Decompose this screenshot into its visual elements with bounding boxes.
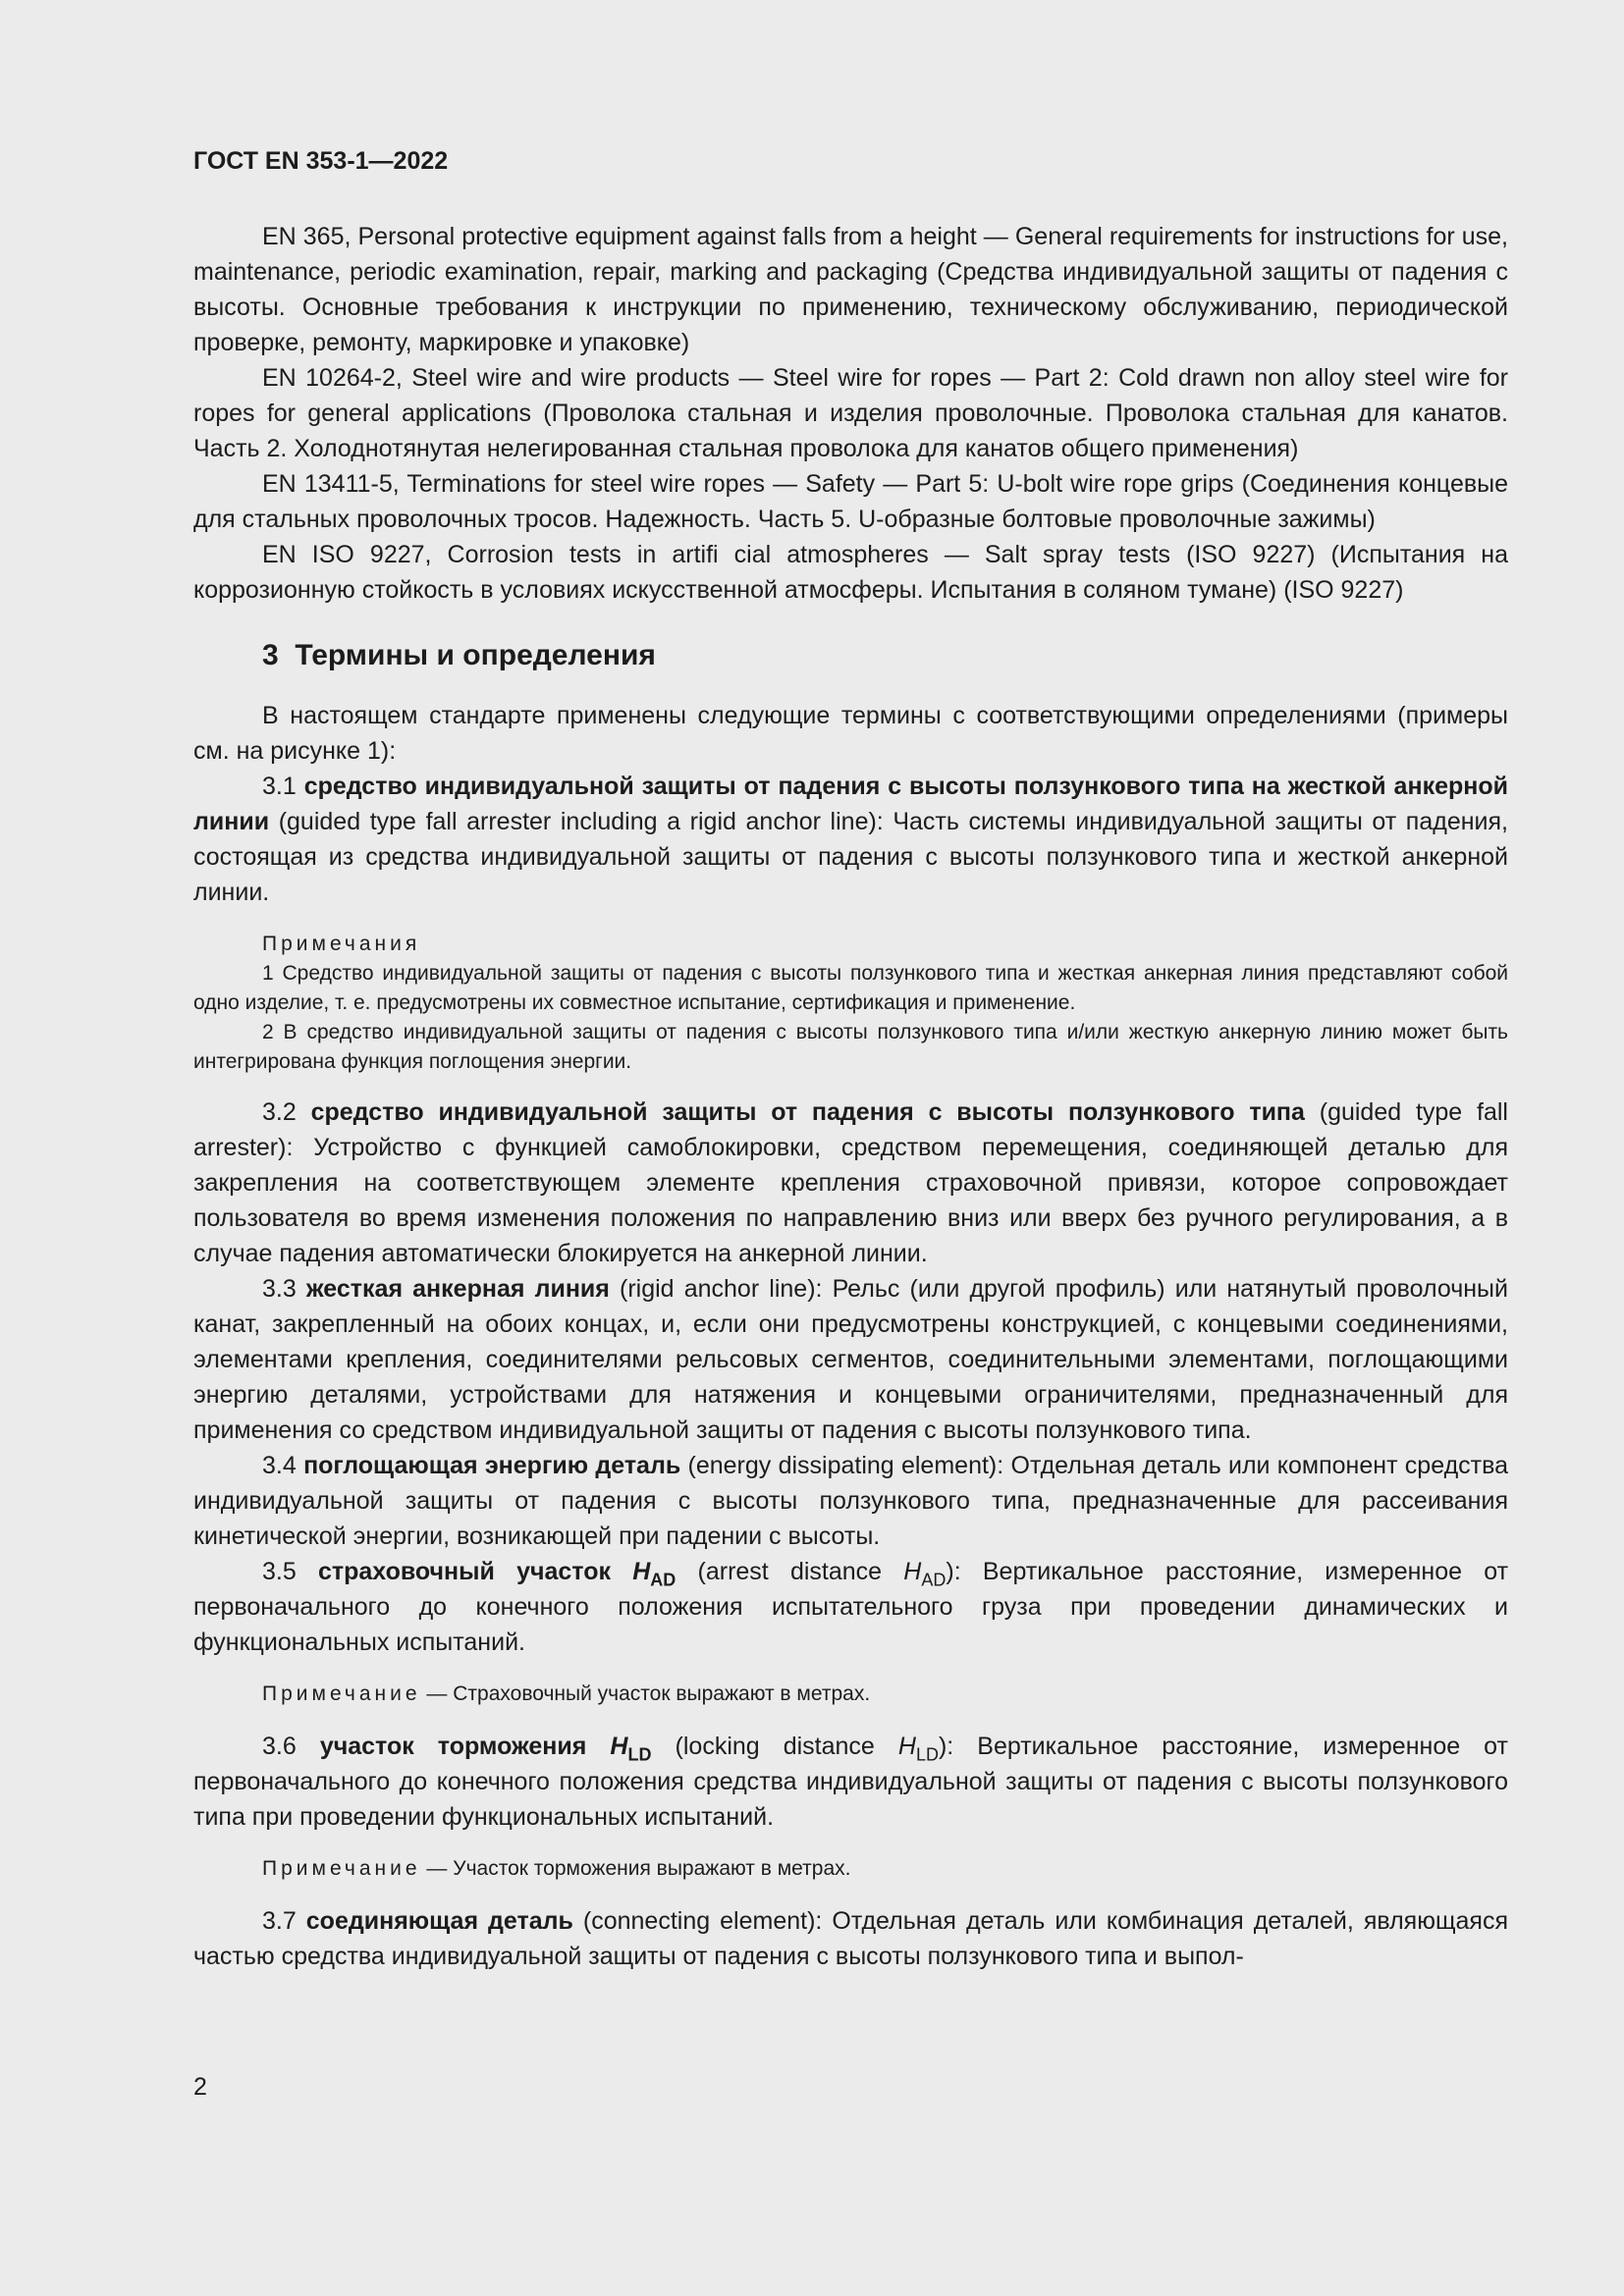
reference-en10264-2: EN 10264-2, Steel wire and wire products — Steel wire for ropes — Part 2: Cold drawn non alloy steel wire for ropes for general applications (Проволока стальная и изделия проволочные. Проволока стальная для канатов. Часть 2. Холоднотянутая нелегированная стальная проволока для канатов общего применения) <box>193 364 1508 462</box>
term-english: (energy dissipating element): <box>687 1452 1004 1479</box>
term-definition: Вертикальное расстояние, измеренное от первоначального до конечного положения средства индивидуальной защиты от падения с высоты ползункового типа при проведении функциональных испытаний. <box>193 1733 1508 1831</box>
standard-header: ГОСТ EN 353-1—2022 <box>193 147 449 175</box>
reference-en13411-5: EN 13411-5, Terminations for steel wire ropes — Safety — Part 5: U-bolt wire rope grips (Соединения концевые для стальных проволочных тросов. Надежность. Часть 5. U-образные болтовые проволочные зажимы) <box>193 470 1508 533</box>
note-label: Примечание <box>262 1682 421 1705</box>
term-3-3 <box>193 1271 1508 1448</box>
term-name: страховочный участок <box>317 1558 612 1585</box>
note-label: Примечание <box>262 1857 421 1880</box>
term-english: (rigid anchor line): <box>620 1275 823 1303</box>
notes-heading: Примечания <box>262 933 421 955</box>
note-1: 1 Средство индивидуальной защиты от падения с высоты ползункового типа и жесткая анкерная линия представляют собой одно изделие, т. е. предусмотрены их совместное испытание, сертификация и применение. <box>193 962 1508 1014</box>
term-number: 3.7 <box>262 1907 297 1935</box>
note-text: — Участок торможения выражают в метрах. <box>420 1857 851 1880</box>
term-number: 3.6 <box>262 1733 297 1760</box>
term-definition: Отдельная деталь или компонент средства индивидуальной защиты от падения с высоты ползункового типа, предназначенные для рассеивания кинетической энергии, возникающей при падении с высоты. <box>193 1452 1509 1550</box>
term-number: 3.5 <box>262 1558 297 1585</box>
note-text: — Страховочный участок выражают в метрах. <box>420 1682 871 1705</box>
term-english: (locking distance $H_{LD}$): <box>675 1733 954 1765</box>
term-3-4 <box>193 1448 1508 1554</box>
note-3-5 <box>262 1680 1508 1709</box>
term-name: соединяющая деталь <box>305 1907 573 1935</box>
term-3-7 <box>193 1903 1508 1974</box>
term-definition: Рельс (или другой профиль) или натянутый проволочный канат, закрепленный на обоих концах, и, если они предусмотрены конструкцией, с концевыми соединениями, элементами крепления, соединителями рельсовых сегментов, соединительными элементами, поглощающими энергию деталями, устройствами для натяжения и концевыми ограничителями, предназначенный для применения со средством индивидуальной защиты от падения с высоты ползункового типа. <box>193 1275 1508 1444</box>
term-number: 3.4 <box>262 1452 297 1479</box>
term-definition: Отдельная деталь или комбинация деталей, являющаяся частью средства индивидуальной защиты от падения с высоты ползункового типа и выпол- <box>193 1907 1509 1970</box>
term-name: средство индивидуальной защиты от падения с высоты ползункового типа на жесткой анкерной линии <box>193 773 1508 835</box>
section-intro: В настоящем стандарте применены следующие термины с соответствующими определениями (примеры см. на рисунке 1): <box>193 702 1508 765</box>
term-3-2 <box>193 1095 1508 1271</box>
term-name: участок торможения <box>319 1733 587 1760</box>
note-3-6 <box>262 1854 1508 1884</box>
term-number: 3.3 <box>262 1275 297 1303</box>
term-english: (guided type fall arrester including a rigid anchor line): <box>278 808 884 835</box>
section-title: Термины и определения <box>295 639 656 671</box>
term-definition: Вертикальное расстояние, измеренное от первоначального до конечного положения испытательного груза при проведении динамических и функциональных испытаний. <box>193 1558 1509 1656</box>
term-3-1 <box>193 769 1508 910</box>
term-number: 3.2 <box>262 1098 297 1126</box>
term-symbol: $H_{LD}$ <box>610 1733 652 1765</box>
section-number: 3 <box>262 639 279 671</box>
term-name: средство индивидуальной защиты от падения с высоты ползункового типа <box>310 1098 1305 1126</box>
term-3-5 <box>193 1554 1508 1660</box>
term-name: жесткая анкерная линия <box>305 1275 610 1303</box>
term-number: 3.1 <box>262 773 297 800</box>
term-name: поглощающая энергию деталь <box>303 1452 681 1479</box>
term-english: (connecting element): <box>582 1907 823 1935</box>
term-definition: Часть системы индивидуальной защиты от падения, состоящая из средства индивидуальной защиты от падения с высоты ползункового типа и жесткой анкерной линии. <box>193 808 1508 906</box>
reference-en365: EN 365, Personal protective equipment against falls from a height — General requirements for instructions for use, maintenance, periodic examination, repair, marking and packaging (Средства индивидуальной защиты от падения с высоты. Основные требования к инструкции по применению, техническому обслуживанию, периодической проверке, ремонту, маркировке и упаковке) <box>193 223 1508 356</box>
term-english: (arrest distance $H_{AD}$): <box>697 1558 961 1590</box>
reference-en-iso9227: EN ISO 9227, Corrosion tests in artifi cial atmospheres — Salt spray tests (ISO 9227) (Испытания на коррозионную стойкость в условиях искусственной атмосферы. Испытания в соляном тумане) (ISO 9227) <box>193 541 1508 604</box>
term-3-6 <box>193 1729 1508 1835</box>
term-english: (guided type fall arrester): <box>193 1098 1508 1161</box>
term-definition: Устройство с функцией самоблокировки, средством перемещения, соединяющей деталью для закрепления на соответствующем элементе крепления страховочной привязи, которое сопровождает пользователя во время изменения положения по направлению вниз или вверх без ручного регулирования, а в случае падения автоматически блокируется на анкерной линии. <box>193 1134 1508 1267</box>
term-symbol: $H_{AD}$ <box>632 1558 677 1590</box>
note-2: 2 В средство индивидуальной защиты от падения с высоты ползункового типа и/или жесткую анкерную линию может быть интегрирована функция поглощения энергии. <box>193 1021 1508 1073</box>
page-number: 2 <box>193 2073 207 2101</box>
section-heading <box>262 639 1508 672</box>
